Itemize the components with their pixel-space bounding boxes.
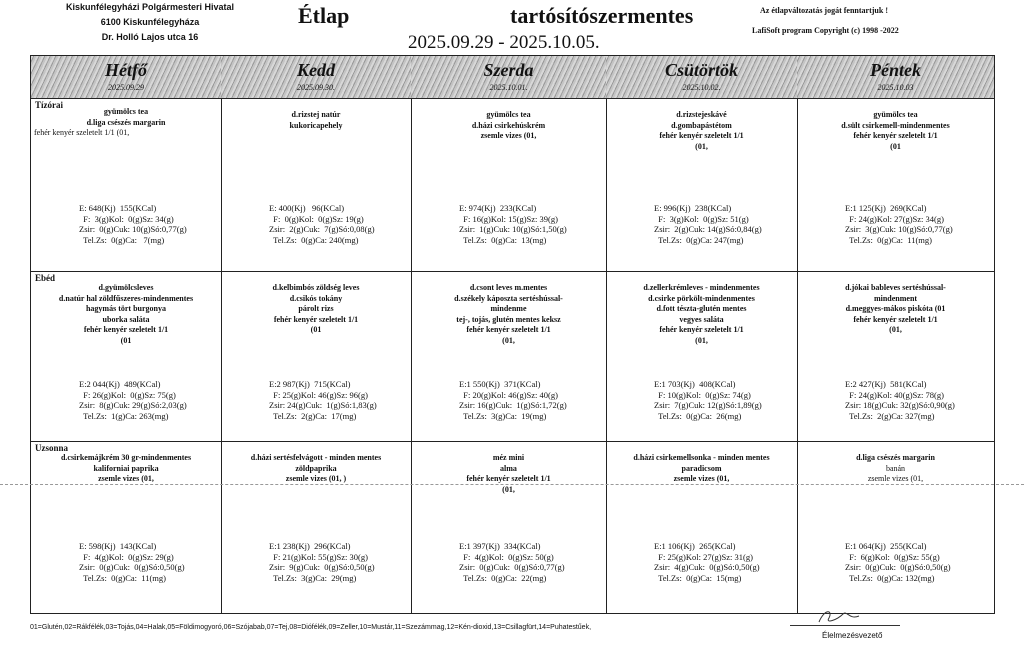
nutrition-info: E:1 125(Kj) 269(KCal) F: 24(g)Kol: 27(g)Sz: 34(g) Zsir: 3(g)Cuk: 10(g)Só:0,77(g) Tel.Zs: 0(g)Ca: 11(mg)	[845, 203, 953, 245]
menu-item-note: banán	[885, 463, 906, 473]
menu-item: d.fott tészta-glutén mentes	[656, 304, 747, 313]
menu-item-note: zsemle vizes (01,	[867, 474, 924, 483]
menu-item: mindenment	[873, 293, 918, 303]
nutrition-info: E: 648(Kj) 155(KCal) F: 3(g)Kol: 0(g)Sz: 34(g) Zsir: 0(g)Cuk: 10(g)Só:0,77(g) Tel.Zs: 0(g)Ca: 7(mg)	[79, 203, 187, 245]
nutrition-info: E:2 044(Kj) 489(KCal) F: 26(g)Kol: 0(g)Sz: 75(g) Zsir: 8(g)Cuk: 29(g)Só:2,03(g) Tel.Zs: 1(g)Ca: 263(mg)	[79, 379, 187, 421]
menu-item: vegyes saláta	[679, 314, 724, 324]
menu-item: tej-, tojás, glutén mentes keksz	[456, 314, 561, 324]
day-date: 2025.10.01.	[489, 83, 528, 92]
nutrition-info: E: 974(Kj) 233(KCal) F: 16(g)Kol: 15(g)Sz: 39(g) Zsir: 1(g)Cuk: 10(g)Só:1,50(g) Tel.Zs: 0(g)Ca: 13(mg)	[459, 203, 567, 245]
menu-item: d.csirke pörkölt-mindenmentes	[648, 293, 755, 303]
day-name: Péntek	[870, 60, 921, 80]
menu-item: kukoricapehely	[289, 120, 343, 130]
menu-item: kaliforniai paprika	[93, 463, 159, 473]
menu-item: d.jókai bableves sertéshússal-	[845, 283, 946, 292]
menu-item: d.meggyes-mákos piskóta (01	[845, 304, 946, 313]
menu-cell	[414, 283, 603, 346]
nutrition-info: E:1 397(Kj) 334(KCal) F: 4(g)Kol: 0(g)Sz: 50(g) Zsir: 0(g)Cuk: 0(g)Só:0,77(g) Tel.Zs: 0(g)Ca: 22(mg)	[459, 541, 565, 583]
menu-item: d.gyümölcsleves	[98, 283, 154, 292]
menu-cell	[800, 110, 991, 152]
day-date: 2025.09.29	[108, 83, 144, 92]
menu-item: (01,	[695, 141, 708, 151]
menu-item: d.liga csészés margarin	[856, 453, 935, 462]
menu-item: d.liga csészés margarin	[86, 117, 166, 127]
menu-item: méz mini	[492, 453, 525, 462]
menu-item: fehér kenyér szeletelt 1/1	[466, 474, 551, 483]
nutrition-info: E: 400(Kj) 96(KCal) F: 0(g)Kol: 0(g)Sz: 19(g) Zsir: 2(g)Cuk: 7(g)Só:0,08(g) Tel.Zs: 0(g)Ca: 240(mg)	[269, 203, 375, 245]
page-title: Étlap	[298, 3, 350, 28]
nutrition-info: E:2 987(Kj) 715(KCal) F: 25(g)Kol: 46(g)Sz: 96(g) Zsir: 24(g)Cuk: 1(g)Só:1,83(g) Tel.Zs: 2(g)Ca: 17(mg)	[269, 379, 377, 421]
menu-item: (01,	[695, 335, 708, 345]
menu-cell	[224, 283, 408, 336]
menu-cell	[414, 110, 603, 142]
menu-item: fehér kenyér szeletelt 1/1	[659, 131, 744, 140]
org-street: Dr. Holló Lajos utca 16	[101, 32, 199, 42]
divider	[31, 271, 994, 272]
day-date: 2025.10.02.	[682, 83, 721, 92]
nutrition-info: E:2 427(Kj) 581(KCal) F: 24(g)Kol: 40(g)Sz: 78(g) Zsir: 18(g)Cuk: 32(g)Só:0,90(g) Tel.Zs: 2(g)Ca: 327(mg)	[845, 379, 955, 421]
page-subtitle: tartósítószermentes	[510, 3, 694, 28]
menu-item: (01,	[502, 335, 515, 345]
menu-cell	[34, 453, 218, 485]
menu-item: d.csirkemájkrém 30 gr-mindenmentes	[60, 453, 192, 462]
menu-item: fehér kenyér szeletelt 1/1	[853, 314, 938, 324]
day-name: Csütörtök	[664, 60, 739, 80]
menu-item: fehér kenyér szeletelt 1/1	[659, 325, 744, 334]
menu-item: paradicsom	[681, 463, 722, 473]
day-name: Szerda	[483, 60, 534, 80]
menu-item: d.csont leves m.mentes	[469, 283, 548, 292]
menu-item: zsemle vizes (01,	[673, 474, 730, 483]
menu-item: alma	[500, 463, 517, 473]
meal-label: Tízórai	[35, 100, 63, 110]
day-date: 2025.09.30.	[297, 83, 335, 92]
menu-item: (01	[120, 335, 132, 345]
menu-grid	[30, 55, 995, 614]
menu-item: fehér kenyér szeletelt 1/1	[853, 131, 938, 140]
nutrition-info: E:1 703(Kj) 408(KCal) F: 10(g)Kol: 0(g)Sz: 74(g) Zsir: 7(g)Cuk: 12(g)Só:1,89(g) Tel.Zs: 0(g)Ca: 26(mg)	[654, 379, 762, 421]
menu-cell	[800, 453, 991, 485]
menu-cell	[609, 283, 794, 346]
menu-item: fehér kenyér szeletelt 1/1	[273, 314, 359, 324]
menu-item: gyümölcs tea	[486, 110, 531, 119]
date-range: 2025.09.29 - 2025.10.05.	[408, 32, 600, 53]
nutrition-info: E:1 064(Kj) 255(KCal) F: 6(g)Kol: 0(g)Sz: 55(g) Zsir: 0(g)Cuk: 0(g)Só:0,50(g) Tel.Zs: 0(g)Ca: 132(mg)	[845, 541, 951, 583]
menu-item: d.natúr hal zöldfűszeres-mindenmentes	[58, 293, 194, 303]
day-header-2	[221, 56, 411, 98]
meal-label: Ebéd	[35, 273, 56, 283]
menu-cell	[414, 453, 603, 495]
allergen-legend: 01=Glutén,02=Rákfélék,03=Tojás,04=Halak,05=Földimogyoró,06=Szójabab,07=Tej,08=Diófélék,09=Zeller,10=Mustár,11=Szezámmag,12=Kén-dioxid,13=Csillagfürt,14=Puhatestűek,	[30, 624, 592, 631]
menu-item: zsemle vizes (01, )	[285, 474, 347, 483]
menu-cell	[224, 453, 408, 485]
menu-item: uborka saláta	[102, 314, 150, 324]
menu-item: d.rizstej natúr	[291, 110, 341, 119]
menu-item: fehér kenyér szeletelt 1/1	[466, 325, 551, 334]
menu-item: (01,	[889, 325, 902, 334]
menu-cell	[34, 283, 218, 346]
menu-item: d.sült csirkemell-mindenmentes	[841, 120, 950, 130]
menu-item: d.házi csirkemellsonka - minden mentes	[633, 453, 770, 462]
menu-item: mindenme	[490, 304, 527, 313]
day-header-5	[797, 56, 994, 98]
day-name: Kedd	[297, 60, 335, 80]
change-notice: Az étlapváltozatás jogát fenntartjuk !	[760, 6, 888, 15]
menu-item: párolt rizs	[298, 304, 334, 313]
menu-cell	[609, 110, 794, 152]
divider	[31, 441, 994, 442]
menu-item: d.rizstejeskávé	[676, 110, 727, 119]
nutrition-info: E:1 550(Kj) 371(KCal) F: 20(g)Kol: 46(g)Sz: 40(g) Zsir: 16(g)Cuk: 1(g)Só:1,72(g) Tel.Zs: 3(g)Ca: 19(mg)	[459, 379, 567, 421]
menu-item: gyümölcs tea	[873, 110, 918, 119]
menu-item: (01	[890, 141, 901, 151]
signature-icon	[815, 606, 865, 628]
menu-item: (01,	[502, 484, 515, 494]
menu-item: zsemle vizes (01,	[98, 474, 154, 483]
menu-item: gyümölcs tea	[103, 107, 149, 116]
menu-item: zsemle vizes (01,	[480, 131, 537, 140]
org-address: 6100 Kiskunfélegyháza	[100, 17, 200, 27]
menu-cell	[609, 453, 794, 485]
scan-line	[0, 484, 1024, 485]
nutrition-info: E: 996(Kj) 238(KCal) F: 3(g)Kol: 0(g)Sz: 51(g) Zsir: 2(g)Cuk: 14(g)Só:0,84(g) Tel.Zs: 0(g)Ca: 247(mg)	[654, 203, 762, 245]
divider	[606, 56, 607, 613]
menu-item-note: fehér kenyér szeletelt 1/1 (01,	[34, 128, 130, 137]
day-header-1	[31, 56, 221, 98]
divider	[31, 98, 994, 99]
org-block	[40, 0, 260, 45]
day-name: Hétfő	[105, 60, 147, 80]
menu-cell	[34, 107, 218, 139]
copyright: LafiSoft program Copyright (c) 1998 -2022	[752, 26, 899, 35]
nutrition-info: E:1 106(Kj) 265(KCal) F: 25(g)Kol: 27(g)Sz: 31(g) Zsir: 4(g)Cuk: 0(g)Só:0,50(g) Tel.Zs: 0(g)Ca: 15(mg)	[654, 541, 760, 583]
divider	[221, 56, 222, 613]
menu-item: d.házi sertésfelvágott - minden mentes	[250, 453, 382, 462]
menu-item: (01	[310, 325, 322, 334]
menu-cell	[224, 110, 408, 131]
menu-item: d.zellerkrémleves - mindenmentes	[643, 283, 760, 292]
menu-item: zöldpaprika	[295, 463, 337, 473]
signature-label: Élelmezésvezető	[822, 631, 883, 640]
nutrition-info: E: 598(Kj) 143(KCal) F: 4(g)Kol: 0(g)Sz: 29(g) Zsir: 0(g)Cuk: 0(g)Só:0,50(g) Tel.Zs: 0(g)Ca: 11(mg)	[79, 541, 185, 583]
divider	[411, 56, 412, 613]
menu-item: d.kelbimbós zöldség leves	[272, 283, 360, 292]
menu-item: fehér kenyér szeletelt 1/1	[83, 325, 169, 334]
menu-item: d.gombapástétom	[671, 120, 732, 130]
menu-item: d.csikós tokány	[289, 293, 343, 303]
menu-item: hagymás tört burgonya	[85, 304, 166, 313]
menu-item: d.házi csirkehúskrém	[471, 120, 546, 130]
meal-label: Uzsonna	[35, 443, 69, 453]
day-header-3	[411, 56, 606, 98]
menu-item: d.székely káposzta sertéshússal-	[454, 293, 563, 303]
nutrition-info: E:1 238(Kj) 296(KCal) F: 21(g)Kol: 55(g)Sz: 30(g) Zsir: 9(g)Cuk: 0(g)Só:0,50(g) Tel.Zs: 3(g)Ca: 29(mg)	[269, 541, 375, 583]
day-date: 2025.10.03	[877, 83, 914, 92]
divider	[797, 56, 798, 613]
menu-cell	[800, 283, 991, 336]
org-name: Kiskunfélegyházi Polgármesteri Hivatal	[65, 2, 235, 12]
day-header-4	[606, 56, 797, 98]
